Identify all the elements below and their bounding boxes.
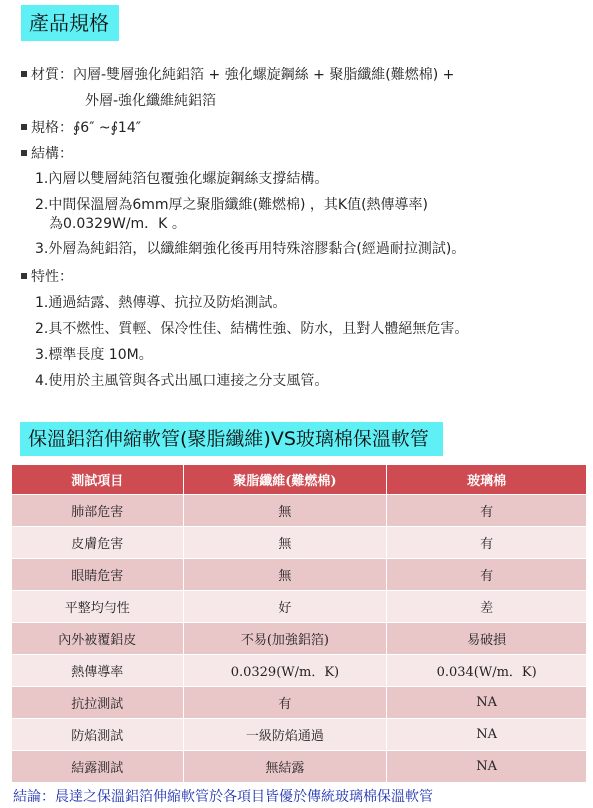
- feature-item-4: 4.使用於主風管與各式出風口連接之分支風管。: [35, 373, 329, 389]
- cell-item: 結露測試: [12, 751, 184, 783]
- cell-item: 防焰測試: [12, 719, 184, 751]
- structure-label: 結構：: [31, 146, 73, 162]
- table-row: [12, 751, 587, 783]
- size-label: 規格：: [31, 120, 73, 136]
- header-polyester: 聚脂纖維(難燃棉): [183, 465, 387, 495]
- cell-glasswool: NA: [387, 719, 587, 751]
- cell-glasswool: 有: [387, 559, 587, 591]
- material-label: 材質：: [31, 67, 73, 83]
- cell-item: 內外被覆鋁皮: [12, 623, 184, 655]
- size-row: [21, 117, 141, 137]
- cell-item: 肺部危害: [12, 495, 184, 527]
- cell-polyester: 無: [183, 495, 387, 527]
- cell-glasswool: 差: [387, 591, 587, 623]
- feature-item-2: 2.具不燃性、質輕、保冷性佳、結構性強、防水，且對人體絕無危害。: [35, 321, 469, 337]
- conclusion-text: 結論：晨達之保溫鋁箔伸縮軟管於各項目皆優於傳統玻璃棉保溫軟管: [13, 789, 433, 805]
- table-row: [12, 655, 587, 687]
- cell-item: 抗拉測試: [12, 687, 184, 719]
- cell-polyester: 無結露: [183, 751, 387, 783]
- cell-item: 熱傳導率: [12, 655, 184, 687]
- cell-glasswool: 0.034(W/m．K): [387, 655, 587, 687]
- table-row: [12, 559, 587, 591]
- cell-glasswool: 有: [387, 495, 587, 527]
- cell-glasswool: NA: [387, 687, 587, 719]
- cell-polyester: 有: [183, 687, 387, 719]
- structure-row: [21, 143, 73, 163]
- cell-glasswool: 有: [387, 527, 587, 559]
- material-row: [21, 64, 454, 84]
- cell-item: 皮膚危害: [12, 527, 184, 559]
- material-line1: 內層-雙層強化純鋁箔 + 強化螺旋鋼絲 + 聚脂纖維(難燃棉) +: [73, 67, 455, 83]
- comparison-table: [11, 464, 587, 783]
- header-test-item: 測試項目: [12, 465, 184, 495]
- cell-item: 眼睛危害: [12, 559, 184, 591]
- table-row: [12, 527, 587, 559]
- table-row: [12, 623, 587, 655]
- feature-row: [21, 266, 73, 286]
- cell-polyester: 一級防焰通過: [183, 719, 387, 751]
- size-value: ∮6″ ~∮14″: [73, 120, 141, 136]
- feature-item-1: 1.通過結露、熱傳導、抗拉及防焰測試。: [35, 295, 287, 311]
- cell-glasswool: 易破損: [387, 623, 587, 655]
- feature-item-3: 3.標準長度 10M。: [35, 347, 153, 363]
- table-row: [12, 687, 587, 719]
- square-bullet-icon: [21, 71, 27, 77]
- structure-item-2: 2.中間保溫層為6mm厚之聚脂纖維(難燃棉) ，其K值(熱傳導率): [35, 197, 429, 213]
- cell-polyester: 無: [183, 559, 387, 591]
- table-row: [12, 719, 587, 751]
- square-bullet-icon: [21, 150, 27, 156]
- section-title-comparison: 保溫鋁箔伸縮軟管(聚脂纖維)VS玻璃棉保溫軟管: [20, 422, 443, 456]
- table-header-row: [12, 465, 587, 495]
- material-line2: 外層-強化纖維純鋁箔: [85, 93, 217, 109]
- feature-label: 特性：: [31, 269, 73, 285]
- table-row: [12, 495, 587, 527]
- cell-polyester: 無: [183, 527, 387, 559]
- square-bullet-icon: [21, 124, 27, 130]
- structure-item-1: 1.內層以雙層純箔包覆強化螺旋鋼絲支撐結構。: [35, 171, 329, 187]
- structure-item-2-cont: 為0.0329W/m．K 。: [49, 216, 186, 232]
- section-title-specs: 產品規格: [21, 5, 119, 41]
- cell-polyester: 好: [183, 591, 387, 623]
- cell-polyester: 0.0329(W/m．K): [183, 655, 387, 687]
- header-glasswool: 玻璃棉: [387, 465, 587, 495]
- structure-item-3: 3.外層為純鋁箔，以纖維網強化後再用特殊溶膠黏合(經過耐拉測試)。: [35, 241, 466, 257]
- cell-glasswool: NA: [387, 751, 587, 783]
- cell-polyester: 不易(加強鋁箔): [183, 623, 387, 655]
- table-row: [12, 591, 587, 623]
- cell-item: 平整均勻性: [12, 591, 184, 623]
- square-bullet-icon: [21, 273, 27, 279]
